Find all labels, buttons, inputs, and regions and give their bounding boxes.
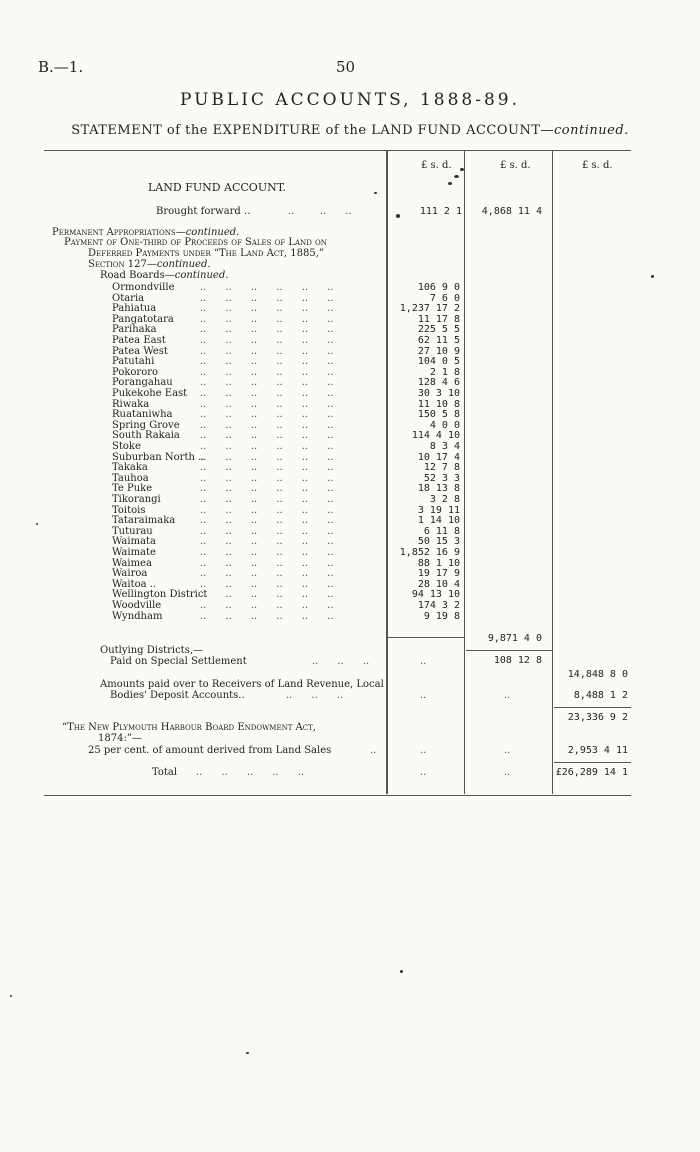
road-board-name: Riwaka xyxy=(112,399,150,410)
col3-header: £ s. d. xyxy=(582,160,613,171)
road-board-amount: 7 6 0 xyxy=(429,293,460,304)
brought-forward-label: Brought forward .. xyxy=(156,206,251,217)
road-board-name: Patea West xyxy=(112,346,168,357)
road-board-amount: 19 17 9 xyxy=(417,568,460,579)
road-board-amount: 18 13 8 xyxy=(417,483,460,494)
road-board-amount: 9 19 8 xyxy=(423,611,460,622)
road-board-amount: 150 5 8 xyxy=(417,409,460,420)
road-board-amount: 3 2 8 xyxy=(429,494,460,505)
road-board-name: Tauhoa xyxy=(112,473,149,484)
road-board-name: South Rakaia xyxy=(112,430,180,441)
subtotal-rule xyxy=(554,707,631,708)
harbour-label-1: “The New Plymouth Harbour Board Endowment Act, xyxy=(62,722,316,733)
harbour-label-2: 1874:”— xyxy=(98,733,142,744)
road-board-amount: 106 9 0 xyxy=(417,282,460,293)
road-boards-total: 9,871 4 0 xyxy=(487,633,542,644)
column-divider-3 xyxy=(552,150,553,794)
road-board-name: Pukekohe East xyxy=(112,388,188,399)
outlying-col2: 108 12 8 xyxy=(493,655,542,666)
road-board-name: Takaka xyxy=(112,462,148,473)
outlying-rule xyxy=(466,650,552,651)
road-board-name: Porangahau xyxy=(112,377,173,388)
road-board-name: Suburban North .. xyxy=(112,452,205,463)
local-bodies-label-2: Bodies' Deposit Accounts.. xyxy=(110,690,245,701)
road-board-amount: 28 10 4 xyxy=(417,579,460,590)
road-board-name: Tuturau xyxy=(112,526,153,537)
road-board-amount: 128 4 6 xyxy=(417,377,460,388)
road-board-name: Tataraimaka xyxy=(112,515,176,526)
road-board-name: Waimata xyxy=(112,536,156,547)
road-board-amount: 94 13 10 xyxy=(411,589,460,600)
road-board-amount: 62 11 5 xyxy=(417,335,460,346)
road-board-name: Ruataniwha xyxy=(112,409,173,420)
road-board-amount: 50 15 3 xyxy=(417,536,460,547)
road-board-amount: 6 11 8 xyxy=(423,526,460,537)
road-board-amount: 174 3 2 xyxy=(417,600,460,611)
payment-heading-line1: Payment of One-third of Proceeds of Sales of Land on xyxy=(64,237,327,248)
road-board-name: Patutahi xyxy=(112,356,155,367)
road-board-name: Pokororo xyxy=(112,367,159,378)
road-board-name: Pangatotara xyxy=(112,314,174,325)
road-board-amount: 4 0 0 xyxy=(429,420,460,431)
col2-header: £ s. d. xyxy=(500,160,531,171)
section-title: LAND FUND ACCOUNT. xyxy=(148,181,286,194)
road-boards-heading: Road Boards—continued. xyxy=(100,270,229,281)
road-board-name: Pahiatua xyxy=(112,303,157,314)
road-board-amount: 1,852 16 9 xyxy=(399,547,460,558)
road-board-name: Wyndham xyxy=(112,611,163,622)
road-board-amount: 27 10 9 xyxy=(417,346,460,357)
road-board-amount: 1 14 10 xyxy=(417,515,460,526)
outlying-label-2: Paid on Special Settlement xyxy=(110,656,247,667)
road-board-name: Patea East xyxy=(112,335,166,346)
total-col3: £26,289 14 1 xyxy=(555,767,628,778)
statement-heading xyxy=(0,123,700,138)
road-board-amount: 52 3 3 xyxy=(423,473,460,484)
road-board-amount: 114 4 10 xyxy=(411,430,460,441)
road-board-amount: 30 3 10 xyxy=(417,388,460,399)
road-board-name: Parihaka xyxy=(112,324,157,335)
harbour-col3: 2,953 4 11 xyxy=(567,745,628,756)
brought-forward-col2: 4,868 11 4 xyxy=(481,206,542,217)
road-board-name: Ormondville xyxy=(112,282,175,293)
statement-prefix: STATEMENT of the EXPENDITURE of the LAND FUND ACCOUNT— xyxy=(71,123,555,138)
road-board-name: Wellington District xyxy=(112,589,208,600)
local-bodies-col3: 8,488 1 2 xyxy=(573,690,628,701)
outlying-col3: 14,848 8 0 xyxy=(567,669,628,680)
road-board-amount: 11 10 8 xyxy=(417,399,460,410)
road-board-amount: 8 3 4 xyxy=(429,441,460,452)
road-board-amount: 225 5 5 xyxy=(417,324,460,335)
road-board-amount: 12 7 8 xyxy=(423,462,460,473)
road-board-amount: 11 17 8 xyxy=(417,314,460,325)
road-board-name: Waimate xyxy=(112,547,156,558)
road-board-amount: 104 0 5 xyxy=(417,356,460,367)
section-127-heading: Section 127—continued. xyxy=(88,259,211,270)
total-rule xyxy=(554,762,631,763)
page-id: B.—1. xyxy=(38,58,84,76)
road-board-name: Otaria xyxy=(112,293,145,304)
road-board-name: Woodville xyxy=(112,600,162,611)
road-board-amount: 2 1 8 xyxy=(429,367,460,378)
permanent-heading: Permanent Appropriations—continued. xyxy=(52,227,240,238)
road-board-name: Spring Grove xyxy=(112,420,180,431)
road-board-amount: 1,237 17 2 xyxy=(399,303,460,314)
subtotal-col3: 23,336 9 2 xyxy=(567,712,628,723)
road-board-name: Toitois xyxy=(112,505,146,516)
column-divider-2 xyxy=(464,150,465,794)
total-label: Total xyxy=(152,767,178,778)
road-boards-rule xyxy=(388,637,464,638)
road-board-name: Tikorangi xyxy=(112,494,161,505)
page-title: PUBLIC ACCOUNTS, 1888-89. xyxy=(179,90,521,110)
payment-heading-line2: Deferred Payments under “The Land Act, 1885,” xyxy=(88,248,325,259)
brought-forward-col1: 111 2 1 xyxy=(419,206,462,217)
statement-suffix: continued. xyxy=(554,123,629,138)
outlying-label-1: Outlying Districts,— xyxy=(100,645,203,656)
col1-header: £ s. d. xyxy=(421,160,452,171)
road-board-name: Stoke xyxy=(112,441,141,452)
road-board-amount: 3 19 11 xyxy=(417,505,460,516)
page-number: 50 xyxy=(336,58,356,76)
harbour-label-3: 25 per cent. of amount derived from Land Sales xyxy=(88,745,332,756)
road-board-name: Waimea xyxy=(112,558,152,569)
local-bodies-label-1: Amounts paid over to Receivers of Land Revenue, Local xyxy=(100,679,384,690)
road-board-amount: 10 17 4 xyxy=(417,452,460,463)
road-board-name: Waitoa .. xyxy=(112,579,157,590)
road-board-name: Wairoa xyxy=(112,568,148,579)
road-board-amount: 88 1 10 xyxy=(417,558,460,569)
road-board-name: Te Puke xyxy=(112,483,153,494)
